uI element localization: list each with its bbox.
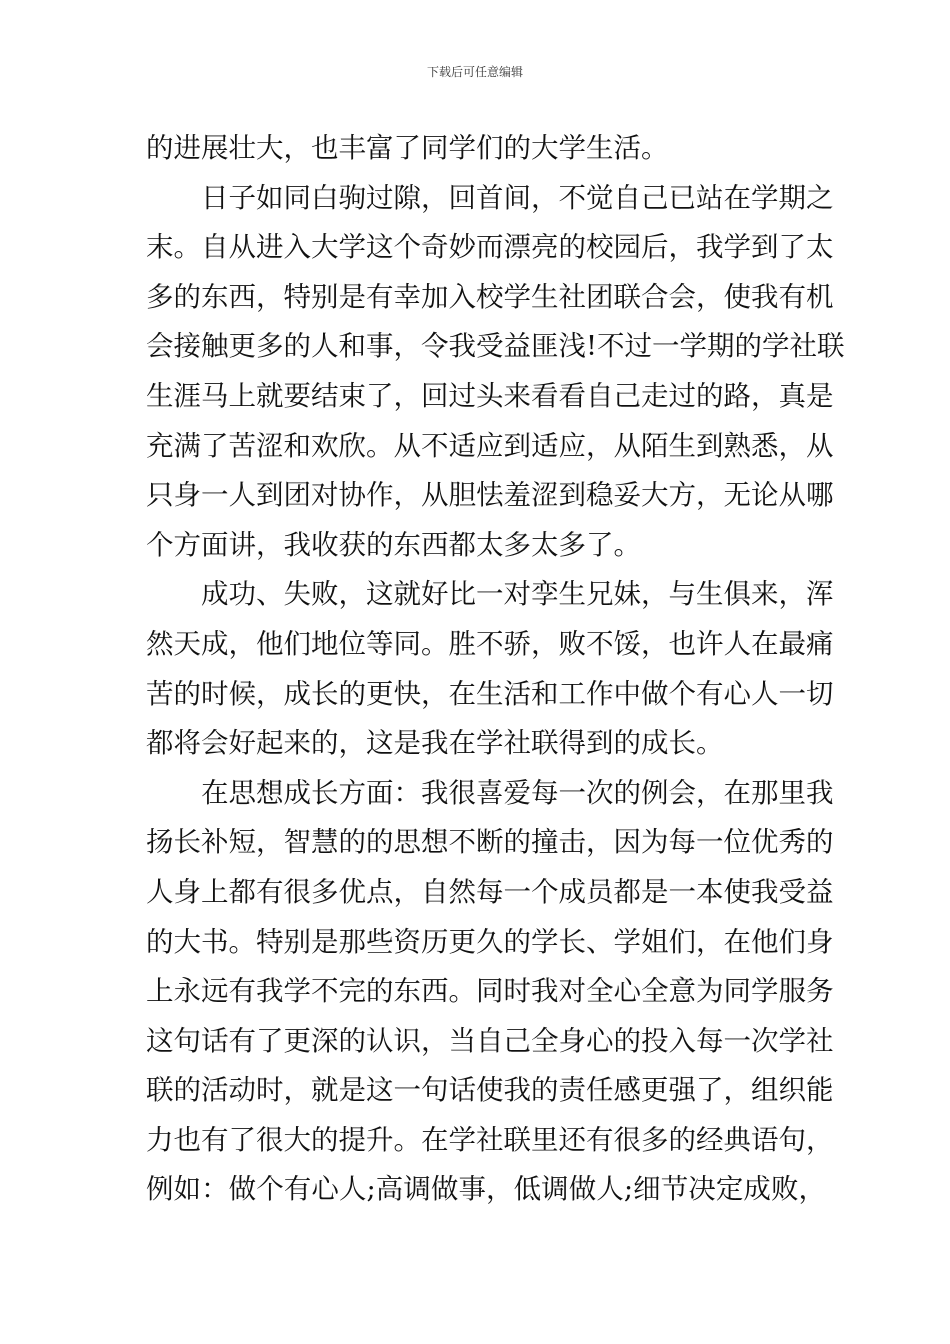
text-line: 个方面讲，我收获的东西都太多太多了。 bbox=[146, 528, 641, 561]
text-line: 末。自从进入大学这个奇妙而漂亮的校园后，我学到了太 bbox=[146, 231, 834, 264]
text-line: 这句话有了更深的认识，当自己全身心的投入每一次学社 bbox=[146, 1024, 834, 1057]
text-line: 只身一人到团对协作，从胆怯羞涩到稳妥大方，无论从哪 bbox=[146, 479, 834, 512]
text-line: 在思想成长方面：我很喜爱每一次的例会，在那里我 bbox=[201, 776, 834, 809]
paragraph-3 bbox=[146, 570, 834, 768]
text-line: 例如：做个有心人;高调做事，低调做人;细节决定成败， bbox=[146, 1173, 826, 1206]
text-line: 生涯马上就要结束了，回过头来看看自己走过的路，真是 bbox=[146, 379, 834, 412]
document-body bbox=[146, 124, 845, 1215]
text-line: 的大书。特别是那些资历更久的学长、学姐们，在他们身 bbox=[146, 925, 834, 958]
paragraph-2 bbox=[146, 174, 845, 571]
text-line: 然天成，他们地位等同。胜不骄，败不馁，也许人在最痛 bbox=[146, 627, 834, 660]
text-line: 联的活动时，就是这一句话使我的责任感更强了，组织能 bbox=[146, 1074, 834, 1107]
text-line: 的进展壮大，也丰富了同学们的大学生活。 bbox=[146, 132, 669, 164]
text-line: 力也有了很大的提升。在学社联里还有很多的经典语句， bbox=[146, 1123, 834, 1156]
text-line: 日子如同白驹过隙，回首间，不觉自己已站在学期之 bbox=[201, 181, 834, 214]
text-line: 都将会好起来的，这是我在学社联得到的成长。 bbox=[146, 727, 724, 760]
text-line: 成功、失败，这就好比一对孪生兄妹，与生俱来，浑 bbox=[201, 578, 834, 611]
text-line: 充满了苦涩和欢欣。从不适应到适应，从陌生到熟悉，从 bbox=[146, 429, 834, 462]
page-header: 下载后可任意编辑 bbox=[426, 65, 523, 79]
text-line: 扬长补短，智慧的的思想不断的撞击，因为每一位优秀的 bbox=[146, 826, 834, 859]
text-line: 苦的时候，成长的更快，在生活和工作中做个有心人一切 bbox=[146, 677, 834, 710]
text-line: 人身上都有很多优点，自然每一个成员都是一本使我受益 bbox=[146, 875, 834, 908]
paragraph-4 bbox=[146, 769, 834, 1215]
text-line: 上永远有我学不完的东西。同时我对全心全意为同学服务 bbox=[146, 975, 834, 1008]
paragraph-1 bbox=[146, 124, 826, 174]
text-line: 会接触更多的人和事，令我受益匪浅!不过一学期的学社联 bbox=[146, 330, 845, 363]
text-line: 多的东西，特别是有幸加入校学生社团联合会，使我有机 bbox=[146, 280, 834, 313]
